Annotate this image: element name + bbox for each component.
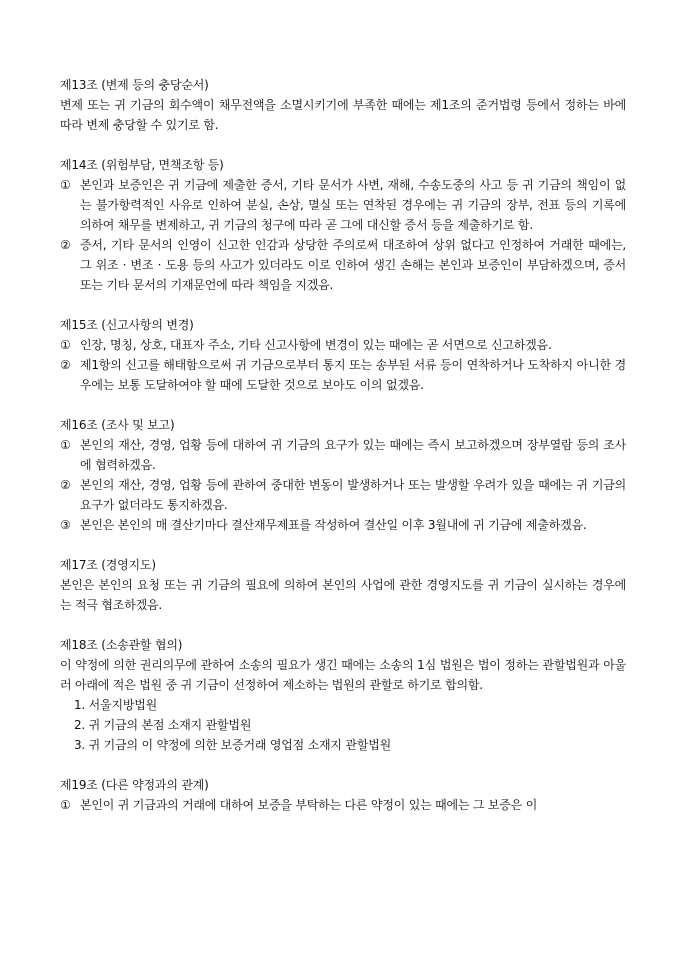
- clause-item: [60, 795, 626, 815]
- clause-item: [60, 335, 626, 355]
- article-19: [60, 775, 626, 815]
- clause-marker: ①: [60, 798, 71, 812]
- clause-marker: ①: [60, 338, 71, 352]
- court-list-item: 1. 서울지방법원: [74, 698, 158, 712]
- clause-text: 증서, 기타 문서의 인영이 신고한 인감과 상당한 주의로써 대조하여 상위 없다고 인정하여 거래한 때에는, 그 위조 · 변조 · 도용 등의 사고가 있더라도 이로 인하여 생긴 손해는 본인과 보증인이 부담하겠으며, 증서 또는 기타 문서의 기재문언에 따라 책임을 지겠음.: [80, 238, 626, 292]
- document-page: [60, 75, 626, 835]
- clause-text: 인장, 명칭, 상호, 대표자 주소, 기타 신고사항에 변경이 있는 때에는 곧 서면으로 신고하겠음.: [80, 338, 552, 352]
- article-title: 제14조 (위험부담, 면책조항 등): [60, 158, 224, 172]
- court-list-item: 2. 귀 기금의 본점 소재지 관할법원: [74, 718, 252, 732]
- clause-marker: ③: [60, 518, 71, 532]
- article-title: 제16조 (조사 및 보고): [60, 418, 175, 432]
- article-title: 제19조 (다른 약정과의 관계): [60, 778, 209, 792]
- clause-item: [60, 475, 626, 515]
- clause-text: 본인의 재산, 경영, 업황 등에 대하여 귀 기금의 요구가 있는 때에는 즉시 보고하겠으며 장부열람 등의 조사에 협력하겠음.: [80, 438, 626, 472]
- clause-item: [60, 175, 626, 235]
- clause-marker: ②: [60, 238, 71, 252]
- article-title: 제15조 (신고사항의 변경): [60, 318, 194, 332]
- article-14: [60, 155, 626, 295]
- clause-marker: ①: [60, 178, 71, 192]
- clause-item: [60, 515, 626, 535]
- clause-item: [60, 235, 626, 295]
- clause-marker: ①: [60, 438, 71, 452]
- clause-marker: ②: [60, 478, 71, 492]
- article-title: 제13조 (변제 등의 충당순서): [60, 78, 209, 92]
- article-body: 변제 또는 귀 기금의 회수액이 채무전액을 소멸시키기에 부족한 때에는 제1조의 준거법령 등에서 정하는 바에 따라 변제 충당할 수 있기로 함.: [60, 98, 626, 132]
- clause-item: [60, 435, 626, 475]
- article-body: 이 약정에 의한 권리의무에 관하여 소송의 필요가 생긴 때에는 소송의 1심 법원은 법이 정하는 관할법원과 아울러 아래에 적은 법원 중 귀 기금이 선정하여 제소하는 법원의 관할로 하기로 합의함.: [60, 658, 626, 692]
- clause-text: 본인의 재산, 경영, 업황 등에 관하여 중대한 변동이 발생하거나 또는 발생할 우려가 있을 때에는 귀 기금의 요구가 없더라도 통지하겠음.: [80, 478, 626, 512]
- article-title: 제17조 (경영지도): [60, 558, 156, 572]
- article-15: [60, 315, 626, 395]
- article-16: [60, 415, 626, 535]
- clause-text: 본인이 귀 기금과의 거래에 대하여 보증을 부탁하는 다른 약정이 있는 때에는 그 보증은 이: [80, 798, 538, 812]
- article-13: [60, 75, 626, 135]
- article-18: [60, 635, 626, 755]
- article-17: [60, 555, 626, 615]
- article-body: 본인은 본인의 요청 또는 귀 기금의 필요에 의하여 본인의 사업에 관한 경영지도를 귀 기금이 실시하는 경우에는 적극 협조하겠음.: [60, 578, 627, 612]
- clause-text: 본인과 보증인은 귀 기금에 제출한 증서, 기타 문서가 사변, 재해, 수송도중의 사고 등 귀 기금의 책임이 없는 불가항력적인 사유로 인하여 분실, 손상, 멸실 또는 연착된 경우에는 귀 기금의 장부, 전표 등의 기록에 의하여 채무를 변제하고, 귀 기금의 청구에 따라 곧 그에 대신할 증서 등을 제출하기로 함.: [80, 178, 626, 232]
- clause-item: [60, 355, 626, 395]
- article-title: 제18조 (소송관할 협의): [60, 638, 183, 652]
- court-list-item: 3. 귀 기금의 이 약정에 의한 보증거래 영업점 소재지 관할법원: [74, 738, 391, 752]
- clause-marker: ②: [60, 358, 71, 372]
- clause-text: 본인은 본인의 매 결산기마다 결산재무제표를 작성하여 결산일 이후 3월내에 귀 기금에 제출하겠음.: [80, 518, 587, 532]
- clause-text: 제1항의 신고를 해태함으로써 귀 기금으로부터 통지 또는 송부된 서류 등이 연착하거나 도착하지 아니한 경우에는 보통 도달하여야 할 때에 도달한 것으로 보아도 이의 없겠음.: [80, 358, 626, 392]
